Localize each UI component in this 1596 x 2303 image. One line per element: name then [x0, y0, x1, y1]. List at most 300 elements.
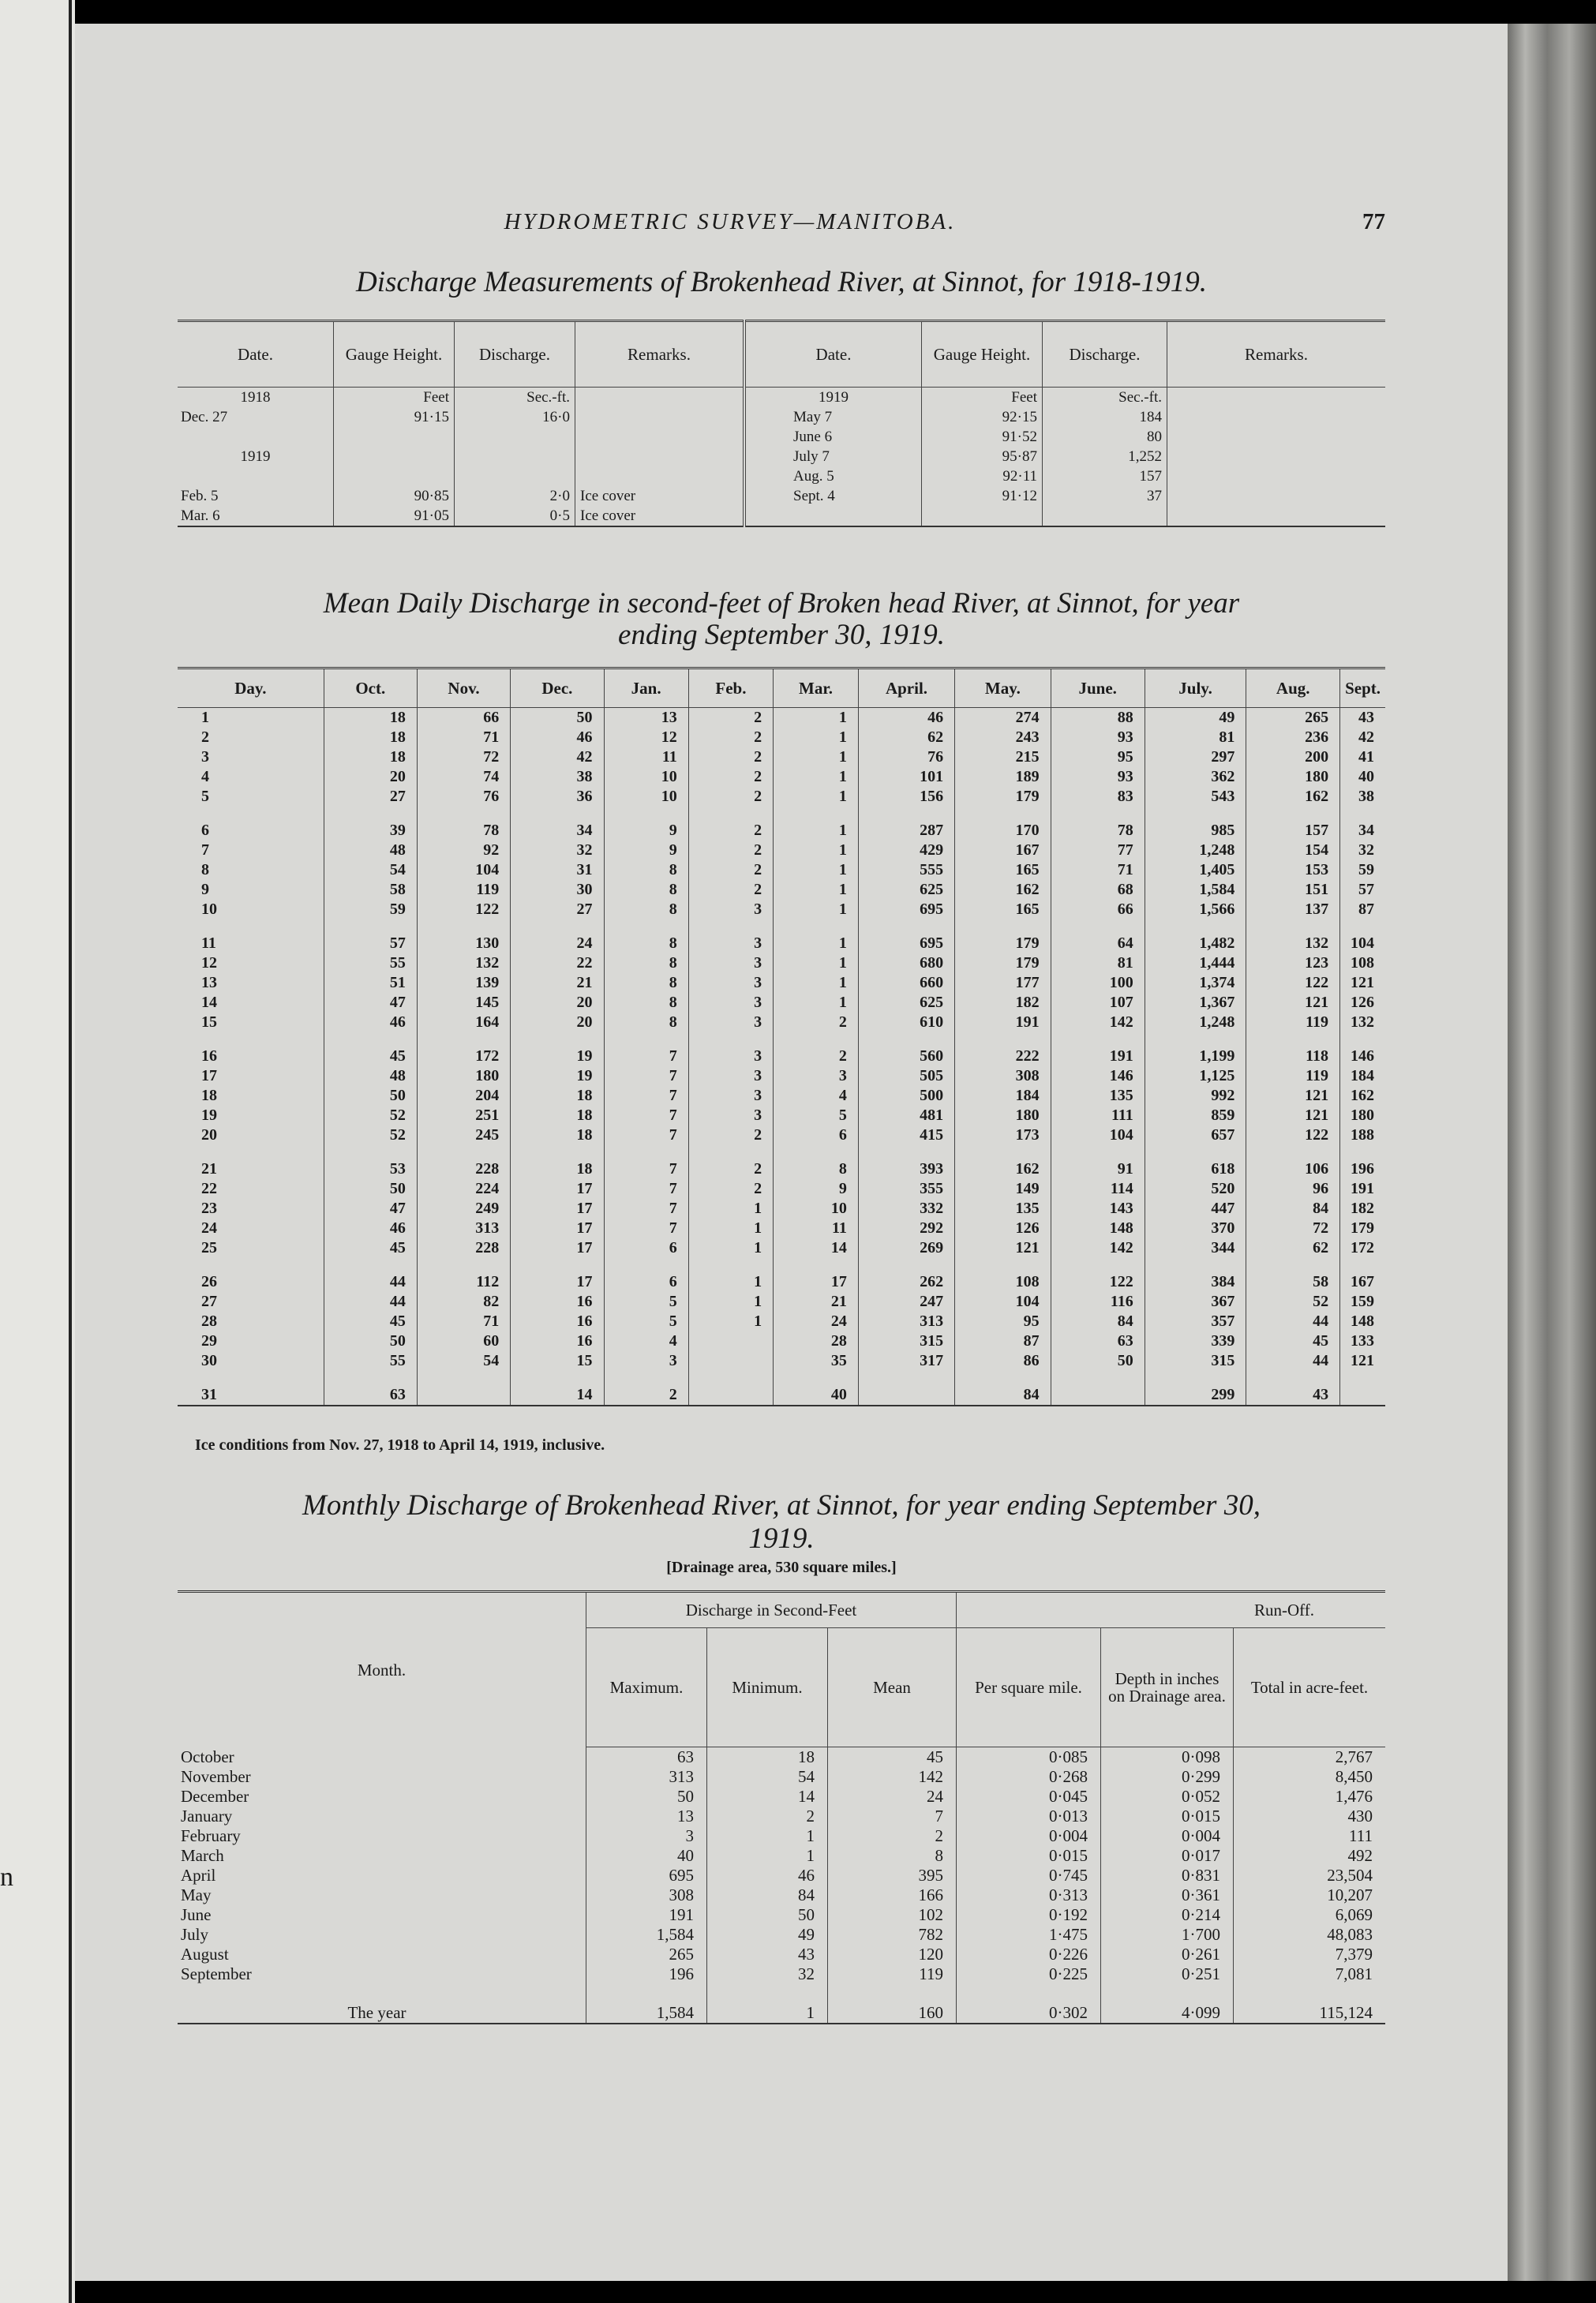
measurement-cell: 91·12	[922, 486, 1043, 506]
daily-value-cell: 505	[858, 1066, 954, 1086]
monthly-value-cell: 0·361	[1101, 1885, 1234, 1905]
daily-value-cell: 3	[604, 1351, 688, 1371]
daily-header-9: June.	[1051, 668, 1145, 708]
daily-row	[178, 1125, 1385, 1145]
daily-value-cell: 228	[417, 1238, 510, 1258]
running-head	[178, 209, 1385, 241]
daily-day-cell: 2	[178, 728, 324, 747]
daily-value-cell: 123	[1246, 953, 1340, 973]
daily-value-cell: 315	[858, 1331, 954, 1351]
header-month: Month.	[178, 1592, 586, 1747]
daily-value-cell: 108	[955, 1258, 1051, 1292]
daily-value-cell: 362	[1145, 767, 1246, 787]
monthly-value-cell: 313	[586, 1767, 707, 1787]
daily-value-cell: 126	[1351, 994, 1374, 1011]
measurement-cell	[922, 506, 1043, 526]
daily-value-cell: 104	[955, 1292, 1051, 1312]
monthly-value-cell: 10,207	[1327, 1885, 1373, 1904]
daily-value-cell: 60	[417, 1331, 510, 1351]
daily-day-cell: 4	[178, 767, 324, 787]
daily-value-cell: 1	[774, 728, 859, 747]
daily-value-cell: 119	[1246, 1066, 1340, 1086]
daily-value-cell: 6	[604, 1238, 688, 1258]
daily-value-cell: 108	[1351, 954, 1374, 972]
daily-value-cell: 38	[511, 767, 604, 787]
daily-value-cell: 1,367	[1145, 993, 1246, 1013]
daily-value-cell: 200	[1246, 747, 1340, 767]
daily-value-cell: 133	[1351, 1332, 1374, 1350]
monthly-value-cell: 24	[828, 1787, 957, 1807]
daily-value-cell: 100	[1051, 973, 1145, 993]
daily-value-cell: 8	[604, 973, 688, 993]
monthly-value-cell: 1,584	[586, 1984, 707, 2024]
daily-value-cell: 126	[955, 1219, 1051, 1238]
daily-value-cell: 17	[511, 1258, 604, 1292]
daily-value-cell: 184	[1351, 1067, 1374, 1084]
monthly-value-cell: 63	[586, 1747, 707, 1768]
daily-row	[178, 860, 1385, 880]
month-cell: October	[178, 1747, 586, 1768]
daily-value-cell: 15	[511, 1351, 604, 1371]
measurement-cell	[334, 427, 455, 447]
daily-value-cell: 52	[324, 1125, 417, 1145]
discharge-measurements-table	[178, 320, 1385, 527]
daily-value-cell: 87	[1358, 901, 1374, 918]
daily-value-cell: 148	[1051, 1219, 1145, 1238]
header-date-2: Date.	[744, 321, 922, 388]
daily-value-cell: 5	[604, 1292, 688, 1312]
daily-value-cell: 695	[858, 919, 954, 953]
daily-value-cell: 8	[604, 1013, 688, 1032]
daily-value-cell: 46	[858, 708, 954, 728]
month-cell: August	[178, 1945, 586, 1964]
daily-value-cell: 17	[511, 1238, 604, 1258]
daily-value-cell: 121	[1351, 1352, 1374, 1369]
daily-value-cell: 222	[955, 1032, 1051, 1066]
daily-value-cell: 3	[688, 900, 773, 919]
monthly-value-cell: 782	[828, 1925, 957, 1945]
measurement-cell: 80	[1043, 427, 1167, 447]
daily-value-cell: 18	[511, 1086, 604, 1106]
monthly-value-cell: 49	[707, 1925, 828, 1945]
daily-value-cell: 20	[511, 1013, 604, 1032]
daily-row	[178, 1066, 1385, 1086]
monthly-row	[178, 1905, 1385, 1925]
daily-value-cell: 146	[1051, 1066, 1145, 1086]
monthly-value-cell: 1,476	[1335, 1787, 1373, 1806]
header-runoff-group: Run-Off.	[957, 1592, 1386, 1628]
measurement-cell	[1167, 466, 1386, 486]
daily-value-cell: 68	[1051, 880, 1145, 900]
daily-header-3: Dec.	[511, 668, 604, 708]
daily-value-cell: 332	[858, 1199, 954, 1219]
daily-value-cell: 71	[1051, 860, 1145, 880]
daily-row	[178, 1179, 1385, 1199]
daily-value-cell: 8	[604, 953, 688, 973]
measurement-row	[178, 486, 1385, 506]
measurement-cell: 95·87	[922, 447, 1043, 466]
daily-header-7: April.	[858, 668, 954, 708]
daily-value-cell: 34	[1358, 822, 1374, 839]
daily-value-cell: 54	[324, 860, 417, 880]
daily-value-cell: 43	[1358, 709, 1374, 726]
daily-value-cell: 159	[1351, 1293, 1374, 1310]
daily-header-0: Day.	[178, 668, 324, 708]
daily-row	[178, 1199, 1385, 1219]
book-page-edges	[1508, 24, 1596, 2281]
daily-value-cell: 660	[858, 973, 954, 993]
daily-value-cell: 12	[604, 728, 688, 747]
daily-value-cell: 62	[858, 728, 954, 747]
daily-value-cell: 121	[955, 1238, 1051, 1258]
daily-day-cell: 1	[178, 708, 324, 728]
daily-value-cell: 680	[858, 953, 954, 973]
daily-header-5: Feb.	[688, 668, 773, 708]
daily-value-cell	[1051, 1371, 1145, 1406]
daily-value-cell: 14	[511, 1371, 604, 1406]
daily-value-cell: 17	[774, 1258, 859, 1292]
daily-header-12: Sept.	[1340, 668, 1385, 708]
daily-value-cell: 3	[774, 1066, 859, 1086]
daily-value-cell: 58	[324, 880, 417, 900]
daily-value-cell: 1	[774, 708, 859, 728]
daily-value-cell: 16	[511, 1292, 604, 1312]
measurements-header-row	[178, 321, 1385, 388]
mean-daily-title-1: Mean Daily Discharge in second-feet of Broken head River, at Sinnot, for year	[323, 587, 1240, 620]
daily-value-cell: 41	[1358, 748, 1374, 766]
daily-header-row	[178, 668, 1385, 708]
daily-day-cell: 3	[178, 747, 324, 767]
daily-value-cell: 287	[858, 807, 954, 841]
monthly-value-cell: 0·302	[957, 1984, 1101, 2024]
daily-value-cell: 28	[774, 1331, 859, 1351]
daily-value-cell: 1,405	[1145, 860, 1246, 880]
daily-value-cell: 132	[417, 953, 510, 973]
daily-value-cell: 18	[511, 1145, 604, 1179]
daily-value-cell: 1	[688, 1219, 773, 1238]
month-cell: February	[178, 1826, 586, 1846]
daily-value-cell: 43	[1246, 1371, 1340, 1406]
monthly-value-cell: 1	[707, 1826, 828, 1846]
monthly-value-cell: 0·013	[957, 1807, 1101, 1826]
daily-value-cell: 170	[955, 807, 1051, 841]
measurement-cell	[575, 427, 745, 447]
daily-value-cell: 9	[774, 1179, 859, 1199]
daily-value-cell	[858, 1371, 954, 1406]
daily-value-cell: 63	[1051, 1331, 1145, 1351]
monthly-value-cell: 695	[586, 1866, 707, 1885]
daily-value-cell: 1,566	[1145, 900, 1246, 919]
daily-value-cell: 299	[1145, 1371, 1246, 1406]
measurement-cell	[1167, 486, 1386, 506]
daily-value-cell: 215	[955, 747, 1051, 767]
measurement-cell: 92·11	[922, 466, 1043, 486]
daily-value-cell: 121	[1246, 1106, 1340, 1125]
header-gauge-height: Gauge Height.	[334, 321, 455, 388]
facing-page-edge	[69, 0, 72, 2303]
header-date: Date.	[178, 321, 334, 388]
daily-value-cell: 6	[774, 1125, 859, 1145]
measurement-cell: July 7	[744, 447, 922, 466]
header-maximum: Maximum.	[586, 1628, 707, 1747]
daily-value-cell: 162	[955, 880, 1051, 900]
daily-value-cell: 114	[1051, 1179, 1145, 1199]
daily-value-cell: 179	[955, 953, 1051, 973]
monthly-value-cell: 142	[828, 1767, 957, 1787]
daily-value-cell	[688, 1371, 773, 1406]
monthly-row	[178, 1846, 1385, 1866]
monthly-value-cell: 0·004	[957, 1826, 1101, 1846]
monthly-value-cell: 13	[586, 1807, 707, 1826]
daily-value-cell: 555	[858, 860, 954, 880]
daily-value-cell: 500	[858, 1086, 954, 1106]
daily-value-cell: 3	[688, 1106, 773, 1125]
daily-row	[178, 1219, 1385, 1238]
daily-value-cell: 167	[955, 841, 1051, 860]
daily-value-cell: 162	[1246, 787, 1340, 807]
daily-value-cell: 95	[955, 1312, 1051, 1331]
monthly-value-cell: 0·299	[1101, 1767, 1234, 1787]
daily-value-cell: 104	[1351, 934, 1374, 952]
daily-value-cell: 10	[604, 787, 688, 807]
daily-value-cell: 357	[1145, 1312, 1246, 1331]
month-cell: June	[178, 1905, 586, 1925]
daily-value-cell: 40	[1358, 768, 1374, 785]
monthly-value-cell: 0·831	[1101, 1866, 1234, 1885]
daily-value-cell: 11	[774, 1219, 859, 1238]
daily-row	[178, 1292, 1385, 1312]
daily-day-cell: 12	[178, 953, 324, 973]
daily-value-cell: 44	[324, 1292, 417, 1312]
daily-day-cell: 9	[178, 880, 324, 900]
daily-value-cell: 8	[604, 900, 688, 919]
daily-value-cell: 19	[511, 1032, 604, 1066]
measurement-row	[178, 427, 1385, 447]
monthly-value-cell: 115,124	[1319, 2003, 1373, 2022]
daily-value-cell: 55	[324, 1351, 417, 1371]
daily-row	[178, 900, 1385, 919]
daily-value-cell: 151	[1246, 880, 1340, 900]
daily-day-cell: 29	[178, 1331, 324, 1351]
monthly-value-cell: 1	[707, 1846, 828, 1866]
daily-value-cell: 520	[1145, 1179, 1246, 1199]
daily-value-cell: 18	[324, 747, 417, 767]
daily-value-cell: 48	[324, 841, 417, 860]
daily-value-cell: 95	[1051, 747, 1145, 767]
month-cell: September	[178, 1964, 586, 1984]
daily-value-cell: 107	[1051, 993, 1145, 1013]
daily-value-cell: 6	[604, 1258, 688, 1292]
monthly-value-cell: 111	[1349, 1826, 1373, 1845]
daily-value-cell: 2	[774, 1013, 859, 1032]
daily-value-cell: 18	[511, 1106, 604, 1125]
daily-value-cell: 88	[1051, 708, 1145, 728]
daily-value-cell: 182	[955, 993, 1051, 1013]
daily-value-cell: 21	[774, 1292, 859, 1312]
daily-row	[178, 1145, 1385, 1179]
measurement-cell	[455, 466, 575, 486]
measurement-cell	[575, 466, 745, 486]
measurement-cell: Mar. 6	[178, 506, 334, 526]
measurement-cell: 91·52	[922, 427, 1043, 447]
daily-value-cell: 2	[688, 767, 773, 787]
daily-value-cell: 317	[858, 1351, 954, 1371]
daily-value-cell: 1,444	[1145, 953, 1246, 973]
daily-value-cell: 22	[511, 953, 604, 973]
daily-value-cell: 384	[1145, 1258, 1246, 1292]
daily-value-cell: 3	[688, 1066, 773, 1086]
daily-value-cell: 76	[417, 787, 510, 807]
monthly-value-cell: 8	[828, 1846, 957, 1866]
daily-value-cell: 48	[324, 1066, 417, 1086]
daily-value-cell: 355	[858, 1179, 954, 1199]
daily-value-cell: 130	[417, 919, 510, 953]
daily-value-cell: 122	[1051, 1258, 1145, 1292]
monthly-row	[178, 1885, 1385, 1905]
daily-value-cell: 2	[688, 880, 773, 900]
daily-value-cell: 308	[955, 1066, 1051, 1086]
measurement-cell	[455, 447, 575, 466]
daily-value-cell: 87	[955, 1331, 1051, 1351]
daily-value-cell: 104	[417, 860, 510, 880]
daily-value-cell: 54	[417, 1351, 510, 1371]
daily-value-cell: 59	[324, 900, 417, 919]
page-number: 77	[1362, 209, 1385, 234]
daily-value-cell: 51	[324, 973, 417, 993]
monthly-value-cell: 2,767	[1335, 1747, 1373, 1766]
daily-value-cell: 429	[858, 841, 954, 860]
daily-value-cell: 2	[688, 747, 773, 767]
month-cell: November	[178, 1767, 586, 1787]
daily-value-cell: 2	[604, 1371, 688, 1406]
daily-row	[178, 993, 1385, 1013]
measurement-cell: 91·15	[334, 407, 455, 427]
daily-value-cell: 20	[324, 767, 417, 787]
daily-value-cell: 3	[688, 919, 773, 953]
daily-value-cell: 58	[1246, 1258, 1340, 1292]
daily-value-cell: 657	[1145, 1125, 1246, 1145]
daily-value-cell: 251	[417, 1106, 510, 1125]
daily-value-cell: 179	[955, 787, 1051, 807]
monthly-value-cell: 32	[707, 1964, 828, 1984]
daily-day-cell: 25	[178, 1238, 324, 1258]
daily-value-cell: 47	[324, 1199, 417, 1219]
daily-value-cell: 1	[774, 919, 859, 953]
measurement-cell: 184	[1043, 407, 1167, 427]
daily-value-cell: 82	[417, 1292, 510, 1312]
daily-header-4: Jan.	[604, 668, 688, 708]
monthly-value-cell: 119	[828, 1964, 957, 1984]
measurement-cell: Aug. 5	[744, 466, 922, 486]
daily-value-cell: 191	[1051, 1032, 1145, 1066]
daily-value-cell: 1,482	[1145, 919, 1246, 953]
daily-day-cell: 28	[178, 1312, 324, 1331]
daily-row	[178, 747, 1385, 767]
daily-day-cell: 31	[178, 1371, 324, 1406]
daily-value-cell: 625	[858, 880, 954, 900]
measurement-cell	[1167, 427, 1386, 447]
daily-value-cell: 3	[688, 993, 773, 1013]
daily-day-cell: 22	[178, 1179, 324, 1199]
monthly-value-cell: 14	[707, 1787, 828, 1807]
daily-value-cell: 16	[511, 1331, 604, 1351]
daily-value-cell: 1	[774, 953, 859, 973]
daily-day-cell: 27	[178, 1292, 324, 1312]
measurement-cell: June 6	[744, 427, 922, 447]
daily-value-cell: 189	[955, 767, 1051, 787]
monthly-row	[178, 1925, 1385, 1945]
monthly-value-cell: 0·745	[957, 1866, 1101, 1885]
daily-value-cell: 177	[955, 973, 1051, 993]
daily-value-cell: 2	[688, 787, 773, 807]
daily-value-cell: 1	[688, 1258, 773, 1292]
daily-value-cell: 339	[1145, 1331, 1246, 1351]
measurement-cell: Feet	[922, 388, 1043, 408]
page	[75, 24, 1508, 2281]
year-total-row	[178, 1984, 1385, 2024]
measurement-cell	[178, 466, 334, 486]
daily-value-cell: 274	[955, 708, 1051, 728]
daily-value-cell: 71	[417, 728, 510, 747]
daily-value-cell: 111	[1051, 1106, 1145, 1125]
daily-row	[178, 1013, 1385, 1032]
daily-value-cell: 32	[511, 841, 604, 860]
monthly-value-cell: 43	[707, 1945, 828, 1964]
daily-day-cell: 15	[178, 1013, 324, 1032]
measurement-cell: 37	[1043, 486, 1167, 506]
monthly-value-cell: 23,504	[1327, 1866, 1373, 1885]
measurement-cell: Feet	[334, 388, 455, 408]
facing-page-fragment: n	[0, 1863, 13, 1892]
measurement-cell	[334, 466, 455, 486]
daily-value-cell: 1	[774, 900, 859, 919]
daily-row	[178, 953, 1385, 973]
daily-value-cell: 560	[858, 1032, 954, 1066]
daily-day-cell: 13	[178, 973, 324, 993]
monthly-row	[178, 1866, 1385, 1885]
daily-value-cell: 182	[1351, 1200, 1374, 1217]
month-cell: December	[178, 1787, 586, 1807]
daily-value-cell: 695	[858, 900, 954, 919]
daily-value-cell: 162	[955, 1145, 1051, 1179]
header-remarks-2: Remarks.	[1167, 321, 1386, 388]
monthly-row	[178, 1964, 1385, 1984]
measurement-cell: Feb. 5	[178, 486, 334, 506]
daily-value-cell: 14	[774, 1238, 859, 1258]
daily-value-cell: 71	[417, 1312, 510, 1331]
measurement-cell: 92·15	[922, 407, 1043, 427]
daily-value-cell: 992	[1145, 1086, 1246, 1106]
daily-value-cell: 39	[324, 807, 417, 841]
daily-value-cell: 2	[774, 1032, 859, 1066]
daily-value-cell: 8	[604, 880, 688, 900]
daily-value-cell: 7	[604, 1066, 688, 1086]
daily-value-cell: 148	[1351, 1313, 1374, 1330]
daily-value-cell: 180	[1246, 767, 1340, 787]
daily-row	[178, 1258, 1385, 1292]
daily-value-cell: 165	[955, 900, 1051, 919]
daily-value-cell: 180	[955, 1106, 1051, 1125]
daily-day-cell: 11	[178, 919, 324, 953]
daily-value-cell: 10	[774, 1199, 859, 1219]
measurement-row	[178, 407, 1385, 427]
daily-day-cell: 20	[178, 1125, 324, 1145]
daily-value-cell: 35	[774, 1351, 859, 1371]
measurement-row	[178, 506, 1385, 526]
daily-value-cell: 96	[1246, 1179, 1340, 1199]
daily-value-cell: 119	[417, 880, 510, 900]
daily-value-cell: 8	[604, 860, 688, 880]
